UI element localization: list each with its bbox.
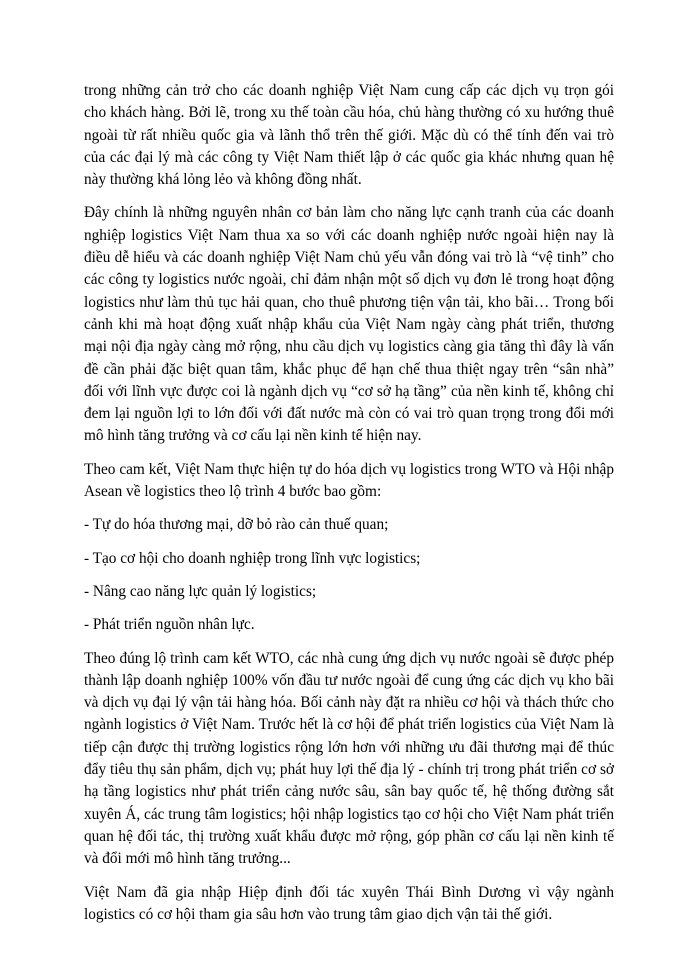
paragraph-wto-roadmap: Theo đúng lộ trình cam kết WTO, các nhà cung ứng dịch vụ nước ngoài sẽ được phép thành lập doanh nghiệp 100% vốn đầu tư nước ngoài để cung ứng các dịch vụ kho bãi và dịch vụ đại lý vận tải hàng hóa. Bối cảnh này đặt ra nhiều cơ hội và thách thức cho ngành logistics ở Việt Nam. Trước hết là cơ hội để phát triển logistics của Việt Nam là tiếp cận được thị trường logistics rộng lớn hơn với những ưu đãi thương mại để thúc đẩy tiêu thụ sản phẩm, dịch vụ; phát huy lợi thế địa lý - chính trị trong phát triển cơ sở hạ tầng logistics như phát triển cảng nước sâu, sân bay quốc tế, hệ thống đường sắt xuyên Á, các trung tâm logistics; hội nhập logistics tạo cơ hội cho Việt Nam phát triển quan hệ đối tác, thị trường xuất khẩu được mở rộng, góp phần cơ cấu lại nền kinh tế và đổi mới mô hình tăng trưởng... — [84, 649, 614, 868]
bullet-item-business-opportunity: - Tạo cơ hội cho doanh nghiệp trong lĩnh vực logistics; — [84, 549, 421, 567]
paragraph-tpp: Việt Nam đã gia nhập Hiệp định đối tác xuyên Thái Bình Dương vì vậy ngành logistics có cơ hội tham gia sâu hơn vào trung tâm giao dịch vận tải thế giới. — [84, 883, 614, 923]
bullet-item-management-capacity: - Nâng cao năng lực quản lý logistics; — [84, 582, 317, 600]
bullet-item-human-resources: - Phát triển nguồn nhân lực. — [84, 616, 255, 634]
paragraph-competitiveness: Đây chính là những nguyên nhân cơ bản làm cho năng lực cạnh tranh của các doanh nghiệp logistics Việt Nam thua xa so với các doanh nghiệp nước ngoài hiện nay là điều dễ hiểu và các doanh nghiệp Việt Nam chủ yếu vẫn đóng vai trò là “vệ tinh” cho các công ty logistics nước ngoài, chỉ đảm nhận một số dịch vụ đơn lẻ trong hoạt động logistics như làm thủ tục hải quan, cho thuê phương tiện vận tải, kho bãi… Trong bối cảnh khi mà hoạt động xuất nhập khẩu của Việt Nam ngày càng phát triển, thương mại nội địa ngày càng mở rộng, nhu cầu dịch vụ logistics càng gia tăng thì đây là vấn đề cần phải đặc biệt quan tâm, khắc phục để hạn chế thua thiệt ngay trên “sân nhà” đối với lĩnh vực được coi là ngành dịch vụ “cơ sở hạ tầng” của nền kinh tế, không chỉ đem lại nguồn lợi to lớn đối với đất nước mà còn có vai trò quan trọng trong đổi mới mô hình tăng trưởng và cơ cấu lại nền kinh tế hiện nay. — [84, 204, 614, 445]
paragraph-obstacles: trong những cản trở cho các doanh nghiệp Việt Nam cung cấp các dịch vụ trọn gói cho khách hàng. Bởi lẽ, trong xu thế toàn cầu hóa, chủ hàng thường có xu hướng thuê ngoài từ rất nhiều quốc gia và lãnh thổ trên thế giới. Mặc dù có thể tính đến vai trò của các đại lý mà các công ty Việt Nam thiết lập ở các quốc gia khác nhưng quan hệ này thường khá lỏng lẻo và không đồng nhất. — [84, 82, 614, 189]
bullet-item-trade-liberalization: - Tự do hóa thương mại, dỡ bỏ rào cản thuế quan; — [84, 516, 389, 534]
paragraph-commitment: Theo cam kết, Việt Nam thực hiện tự do hóa dịch vụ logistics trong WTO và Hội nhập Asean về logistics theo lộ trình 4 bước bao gồm: — [84, 460, 614, 501]
